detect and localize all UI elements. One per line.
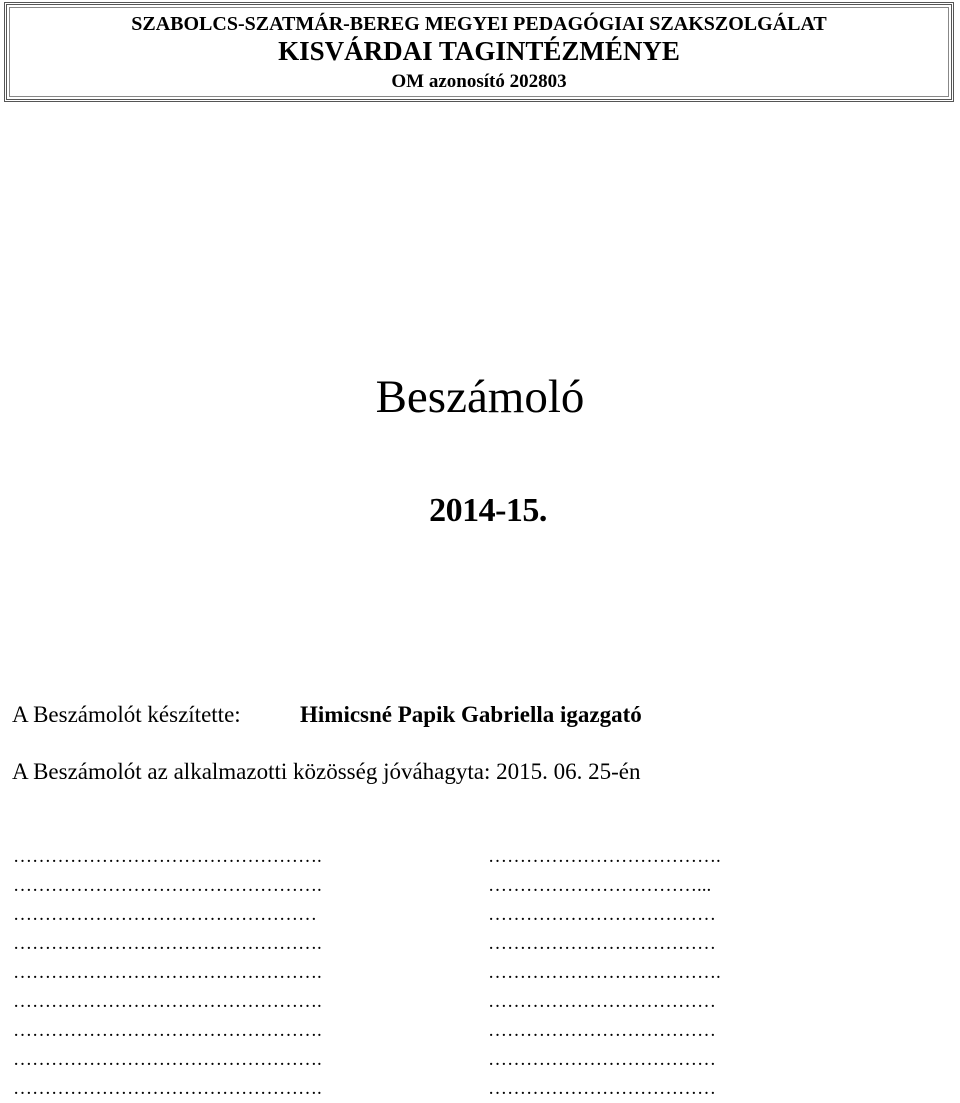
signature-column-left [13,842,322,1103]
header-county-service: SZABOLCS-SZATMÁR-BEREG MEGYEI PEDAGÓGIAI SZAKSZOLGÁLAT [131,13,827,35]
header-om-id: OM azonosító 202803 [391,71,567,92]
signature-line: …………………………………………. [13,991,322,1012]
approval-statement: A Beszámolót az alkalmazotti közösség jóváhagyta: 2015. 06. 25-én [12,759,641,784]
document-title: Beszámoló [375,371,585,423]
signature-line: ………………………………………… [13,904,317,925]
header-branch-name: KISVÁRDAI TAGINTÉZMÉNYE [278,36,680,66]
signature-line: …………………………………………. [13,1020,322,1041]
signature-line: ……………………………… [488,933,716,954]
signature-line: ………………………………. [488,962,721,983]
signature-line: ……………………………… [488,1049,716,1070]
signature-line: ……………………………… [488,991,716,1012]
signature-line: ……………………………... [488,875,712,896]
signature-line: …………………………………………. [13,1049,322,1070]
signature-line: …………………………………………. [13,875,322,896]
prepared-by-row [12,702,952,728]
school-year: 2014-15. [429,492,547,529]
signature-line: …………………………………………. [13,933,322,954]
prepared-by-name: Himicsné Papik Gabriella igazgató [300,702,642,727]
institution-header [4,2,954,102]
signature-line: …………………………………………. [13,1078,322,1099]
signature-line: ……………………………… [488,1020,716,1041]
signature-line: ……………………………… [488,1078,716,1099]
signature-column-right [488,842,721,1103]
signature-line: ………………………………. [488,846,721,867]
signature-line: …………………………………………. [13,962,322,983]
signature-line: …………………………………………. [13,846,322,867]
signature-line: ……………………………… [488,904,716,925]
prepared-by-label: A Beszámolót készítette: [12,702,241,727]
